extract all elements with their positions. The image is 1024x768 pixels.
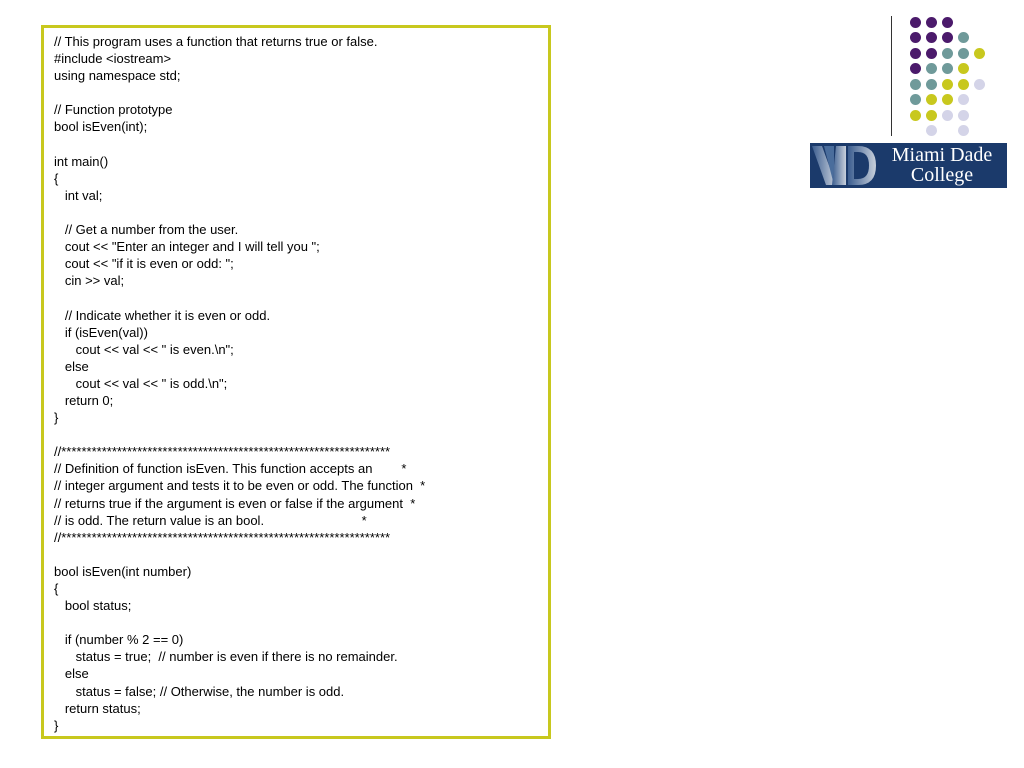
decorative-dot xyxy=(910,79,921,90)
code-listing xyxy=(54,33,425,734)
code-line: //***************************************************************** xyxy=(54,444,391,460)
decorative-dot xyxy=(910,32,921,43)
decorative-dot xyxy=(942,17,953,28)
code-line xyxy=(54,84,425,101)
code-line: cout << "Enter an integer and I will tell you "; xyxy=(54,239,320,255)
decorative-dot xyxy=(958,79,969,90)
decorative-dot xyxy=(942,79,953,90)
code-line: using namespace std; xyxy=(54,68,181,84)
code-line: if (number % 2 == 0) xyxy=(54,632,184,648)
decorative-dot xyxy=(958,125,969,136)
code-line: { xyxy=(54,581,59,596)
code-line: // is odd. The return value is an bool. * xyxy=(54,512,367,528)
decorative-dot xyxy=(910,110,921,121)
decorative-dot xyxy=(926,32,937,43)
decorative-dot xyxy=(942,110,953,121)
decorative-dot xyxy=(958,48,969,59)
decorative-dot xyxy=(910,48,921,59)
logo-line-2: College xyxy=(910,164,974,186)
decorative-dot xyxy=(926,110,937,121)
code-line: cout << "if it is even or odd: "; xyxy=(54,256,234,272)
decorative-dot xyxy=(910,94,921,105)
decorative-dot xyxy=(974,79,985,90)
code-line: // integer argument and tests it to be even or odd. The function * xyxy=(54,478,426,494)
decorative-dot xyxy=(926,125,937,136)
code-line: else xyxy=(54,358,89,374)
decorative-dot xyxy=(942,48,953,59)
code-line: int val; xyxy=(54,187,103,203)
miami-dade-college-logo xyxy=(810,143,1007,188)
code-line: // Function prototype xyxy=(54,102,173,118)
code-line: } xyxy=(54,717,59,733)
decorative-dot xyxy=(926,17,937,28)
decorative-dot xyxy=(926,63,937,74)
code-line: status = false; // Otherwise, the number is odd. xyxy=(54,683,345,699)
logo-mark-icon xyxy=(810,143,878,188)
code-line: cin >> val; xyxy=(54,273,125,289)
decorative-dot xyxy=(942,94,953,105)
code-line xyxy=(54,204,425,221)
code-line xyxy=(54,614,425,631)
decorative-dot xyxy=(958,32,969,43)
code-listing-box xyxy=(41,25,551,739)
code-line: return status; xyxy=(54,700,141,716)
code-line: { xyxy=(54,170,59,186)
code-line: // returns true if the argument is even or false if the argument * xyxy=(54,495,416,511)
code-line: // Indicate whether it is even or odd. xyxy=(54,307,271,323)
code-line: if (isEven(val)) xyxy=(54,324,148,340)
decorative-dot xyxy=(926,79,937,90)
decorative-dot xyxy=(942,32,953,43)
code-line xyxy=(54,136,425,153)
code-line: bool status; xyxy=(54,598,132,614)
decorative-dot xyxy=(958,94,969,105)
decorative-dot xyxy=(910,63,921,74)
code-line: status = true; // number is even if there is no remainder. xyxy=(54,649,398,665)
decorative-dot xyxy=(910,17,921,28)
code-line: bool isEven(int); xyxy=(54,119,148,135)
logo-wordmark xyxy=(878,145,1006,185)
code-line: // Definition of function isEven. This function accepts an * xyxy=(54,461,407,477)
logo-line-1: Miami Dade xyxy=(891,144,993,166)
decorative-dot xyxy=(958,110,969,121)
code-line: //***************************************************************** xyxy=(54,529,391,545)
code-line: return 0; xyxy=(54,392,114,408)
decorative-dot xyxy=(926,48,937,59)
code-line: int main() xyxy=(54,153,109,169)
code-line: bool isEven(int number) xyxy=(54,563,192,579)
code-line xyxy=(54,546,425,563)
code-line xyxy=(54,289,425,306)
code-line: cout << val << " is odd.\n"; xyxy=(54,375,228,391)
code-line: cout << val << " is even.\n"; xyxy=(54,341,234,357)
decorative-dot xyxy=(974,48,985,59)
divider-line xyxy=(891,16,892,136)
code-line: // Get a number from the user. xyxy=(54,222,239,238)
code-line: } xyxy=(54,410,59,426)
decorative-dot xyxy=(942,63,953,74)
decorative-dot xyxy=(926,94,937,105)
code-line: #include <iostream> xyxy=(54,51,172,67)
code-line xyxy=(54,426,425,443)
code-line: else xyxy=(54,666,89,682)
decorative-dot xyxy=(958,63,969,74)
code-line: // This program uses a function that returns true or false. xyxy=(54,34,378,49)
